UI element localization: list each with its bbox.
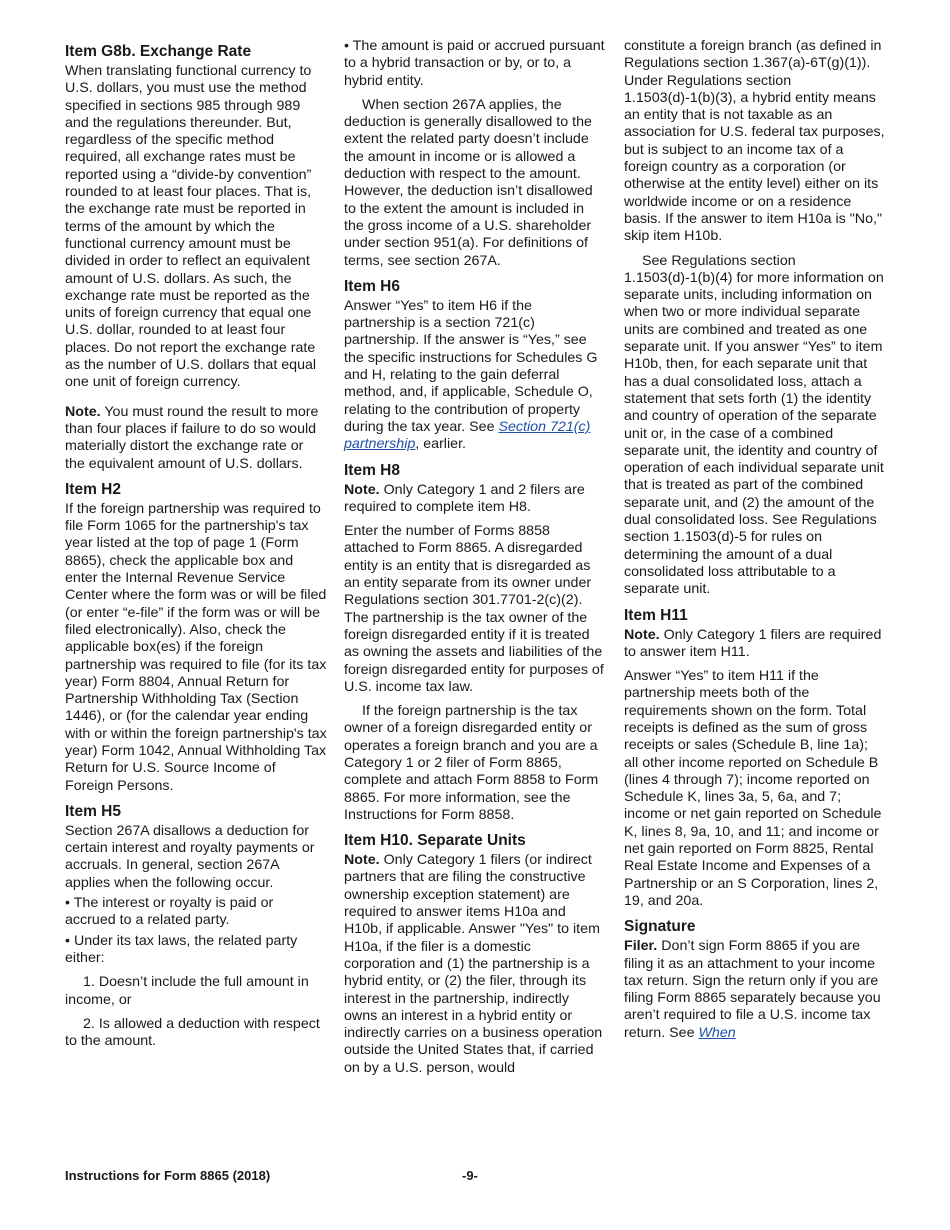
paragraph-267a: When section 267A applies, the deduction is generally disallowed to the extent the related party doesn’t include the amount in income or is allowed a deduction with respect to the amount. However, the deduction isn’t disallowed to the extent the amount is included in the gross income of a U.S. shareholder under section 951(a). For definitions of terms, see section 267A. (344, 96, 593, 269)
bullet-h5-3: • The amount is paid or accrued pursuant to a hybrid transaction or by, or to, a hybrid entity. (344, 38, 605, 89)
note-text: You must round the result to more than four places if failure to do so would materially distort the exchange rate or the equivalent amount of U.S. dollars. (65, 403, 319, 472)
heading-item-h8: Item H8 (344, 461, 400, 479)
note-label: Note. (344, 852, 380, 869)
h6-text-post: , earlier. (415, 436, 466, 453)
heading-item-h5: Item H5 (65, 802, 121, 820)
paragraph-g8b: When translating functional currency to U.S. dollars, you must use the method specified in sections 985 through 989 and the regulations thereunder. But, regardless of the specific method required, all exchange rates must be reported using a “divide-by convention” rounded to at least four places. That is, the exchange rate must be reported in terms of the amount by which the functional currency amount must be divided in order to reflect an equivalent amount of U.S. dollars. As such, the exchange rate must be reported as the units of foreign currency that equal one U.S. dollar, rounded to at least four places. Do not report the exchange rate as the number of U.S. dollars that equal one unit of foreign currency. (65, 63, 317, 391)
paragraph-h11: Answer “Yes” to item H11 if the partnership meets both of the requirements shown on the form. Total receipts is defined as the sum of gross receipts or sales (Schedule B, line 1a); all other income reported on Schedule B (lines 4 through 7); income reported on Schedule K, lines 3a, 5, 6a, and 7; income or net gain reported on Schedule K, lines 8, 9a, 10, and 11; and income or net gain reported on Form 8825, Rental Real Estate Income and Expenses of a Partnership or an S Corporation, lines 2, 19, and 20a. (624, 668, 882, 909)
bullet-h5-1: • The interest or royalty is paid or accrued to a related party. (65, 895, 274, 929)
paragraph-h10-continued: constitute a foreign branch (as defined in Regulations section 1.367(a)-6T(g)(1)). Under Regulations section 1.1503(d)-1(b)(3), a hybrid entity means an entity that is not taxable as an association for U.S. federal tax purposes, but is subject to an income tax of a foreign country as a corporation (or otherwise at the entity level) either on its worldwide income or on a residence basis. If the answer to item H10a is "No," skip item H10b. (624, 38, 885, 245)
column-2 (344, 38, 606, 1084)
heading-item-g8b: Item G8b. Exchange Rate (65, 43, 252, 60)
paragraph-h8-1: Enter the number of Forms 8858 attached to Form 8865. A disregarded entity is an entity that is disregarded as an entity separate from its owner under Regulations section 301.7701-2(c)(2). The partnership is the tax owner of the foreign disregarded entity if it is treated as owning the assets and liabilities of the foreign disregarded entity for purposes of U.S. income tax law. (344, 523, 604, 695)
note-h11 (624, 627, 886, 662)
heading-item-h11: Item H11 (624, 606, 688, 624)
footer-form-title: Instructions for Form 8865 (2018) (65, 1168, 271, 1183)
page-number: -9- (462, 1168, 478, 1183)
note-text: Only Category 1 filers are required to answer item H11. (624, 626, 882, 660)
when-link[interactable]: When (698, 1024, 736, 1041)
note-g8b (65, 404, 327, 473)
heading-item-h2: Item H2 (65, 480, 121, 498)
note-label: Note. (344, 481, 380, 498)
paragraph-signature (624, 938, 886, 1042)
paragraph-h5: Section 267A disallows a deduction for certain interest and royalty payments or accruals. In general, section 267A applies when the following occur. (65, 822, 315, 891)
note-label: Note. (65, 403, 101, 420)
heading-signature: Signature (624, 918, 696, 936)
bullet-h5-2: • Under its tax laws, the related party either: (65, 932, 298, 966)
signature-text: Don’t sign Form 8865 if you are filing it as an attachment to your income tax return. Sign the return only if you are filing Form 8865 separately because you aren’t required to file a U.S. income tax return. See (624, 938, 881, 1041)
numbered-h5-1: 1. Doesn’t include the full amount in income, or (65, 974, 309, 1008)
paragraph-h2: If the foreign partnership was required to file Form 1065 for the partnership's tax year listed at the top of page 1 (Form 8865), check the applicable box and enter the Internal Revenue Service Center where the form was or will be filed (or enter “e-file” if the form was or will be filed electronically). Also, check the applicable box(es) if the foreign partnership was required to file (for its tax year) Form 8804, Annual Return for Partnership Withholding Tax (Section 1446), or (for the calendar year ending with or within the foreign partnership's tax year) Form 1042, Annual Withholding Tax Return for U.S. Source Income of Foreign Persons. (65, 500, 327, 794)
filer-label: Filer. (624, 938, 658, 955)
column-3 (624, 38, 886, 1049)
note-h10 (344, 852, 606, 1077)
heading-item-h6: Item H6 (344, 277, 400, 295)
section-721c-link[interactable]: Section 721(c) partnership (344, 418, 591, 453)
h6-text-pre: Answer “Yes” to item H6 if the partnership is a section 721(c) partnership. If the answer is “Yes,” see the specific instructions for Schedules G and H, relating to the gain deferral method, and, if applicable, Schedule O, relating to the contribution of property during the tax year. See (344, 297, 598, 435)
note-label: Note. (624, 626, 660, 643)
paragraph-h6 (344, 298, 606, 454)
numbered-h5-2: 2. Is allowed a deduction with respect to the amount. (65, 1015, 320, 1050)
heading-item-h10: Item H10. Separate Units (344, 832, 526, 850)
paragraph-separate-units: See Regulations section 1.1503(d)-1(b)(4) for more information on separate units, including information on when two or more individual separate units are combined and treated as one separate unit. If you answer “Yes” to item H10b, then, for each separate unit that has a dual consolidated loss, attach a statement that sets forth (1) the identity and country of operation of the separate unit or, in the case of a combined separate unit, the identity and country of operation of each individual separate unit that is treated as part of the combined separate unit, and (2) the amount of the dual consolidated loss. See Regulations section 1.1503(d)-5 for rules on determining the amount of a dual consolidated loss attributable to a separate unit. (624, 252, 884, 598)
note-text: Only Category 1 filers (or indirect partners that are filing the constructive ownership exception statement) are required to answer items H10a and H10b, if applicable. Answer "Yes" to item H10a, if the filer is a domestic corporation and (1) the partnership is a hybrid entity, or (2) the filer, through its interest in the partnership, indirectly owns an interest in a hybrid entity or indirectly carries on a business operation outside the United States that, if carried on by a U.S. person, would (344, 852, 603, 1076)
column-1 (65, 38, 327, 1057)
paragraph-h8-2: If the foreign partnership is the tax owner of a foreign disregarded entity or operates a foreign branch and you are a Category 1 or 2 filer of Form 8865, complete and attach Form 8858 to Form 8865. For more information, see the Instructions for Form 8858. (344, 703, 599, 823)
note-text: Only Category 1 and 2 filers are required to complete item H8. (344, 481, 585, 515)
note-h8 (344, 482, 606, 517)
